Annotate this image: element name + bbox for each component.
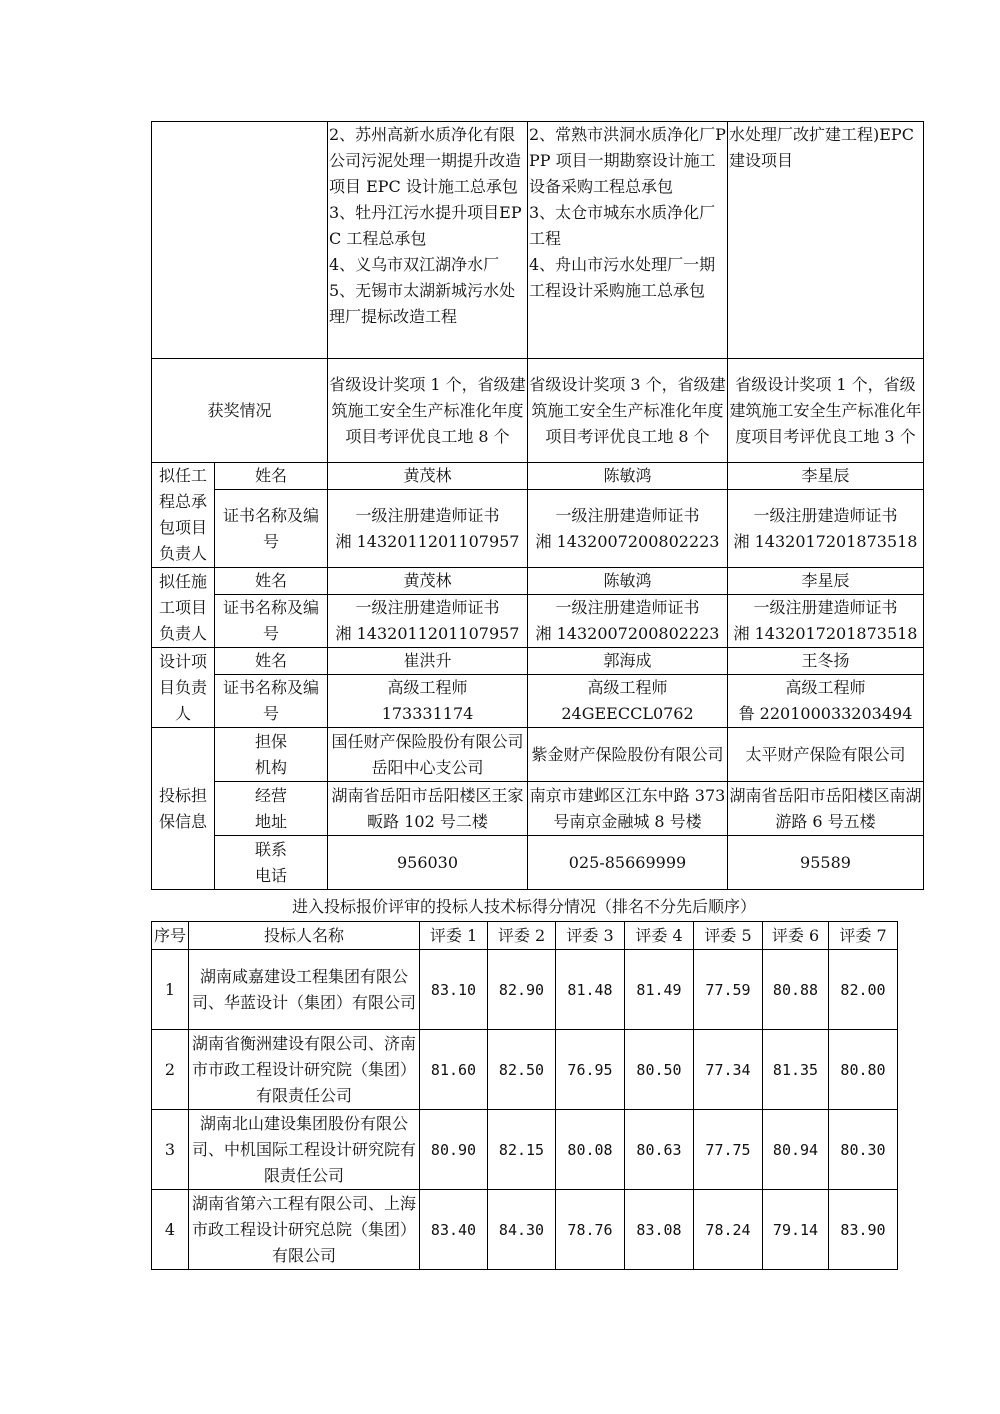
awards-row — [152, 359, 924, 463]
agency-label: 担保 机构 — [215, 728, 328, 782]
epc-cert: 一级注册建造师证书 湘 1432017201873518 — [728, 490, 924, 568]
phone-row — [152, 836, 924, 890]
awards-label: 获奖情况 — [152, 359, 328, 463]
score-cell: 84.30 — [488, 1190, 556, 1270]
guarantee-label: 投标担保信息 — [152, 728, 215, 890]
bidder-name: 湖南省第六工程有限公司、上海市政工程设计研究总院（集团）有限公司 — [189, 1190, 420, 1270]
row-number: 1 — [152, 950, 189, 1030]
score-cell: 82.15 — [488, 1110, 556, 1190]
phone-cell: 025-85669999 — [528, 836, 728, 890]
table-row — [152, 1110, 898, 1190]
phone-cell: 95589 — [728, 836, 924, 890]
des-cert: 高级工程师 173331174 — [328, 675, 528, 728]
cert-label: 证书名称及编号 — [215, 490, 328, 568]
projects-row — [152, 122, 924, 359]
awards-cell: 省级设计奖项 1 个，省级建筑施工安全生产标准化年度项目考评优良工地 3 个 — [728, 359, 924, 463]
score-cell: 80.88 — [763, 950, 829, 1030]
row-number: 3 — [152, 1110, 189, 1190]
header-cell: 评委 2 — [488, 922, 556, 950]
agency-cell: 紫金财产保险股份有限公司 — [528, 728, 728, 782]
header-cell: 评委 3 — [556, 922, 625, 950]
score-table — [151, 921, 898, 1270]
score-cell: 81.48 — [556, 950, 625, 1030]
name-label: 姓名 — [215, 648, 328, 675]
des-name-row — [152, 648, 924, 675]
address-row — [152, 782, 924, 836]
score-cell: 78.76 — [556, 1190, 625, 1270]
projects-cell: 2、苏州高新水质净化有限公司污泥处理一期提升改造项目 EPC 设计施工总承包 3、牡丹江污水提升项目EPC 工程总承包 4、义乌市双江湖净水厂 5、无锡市太湖新城污水处理厂提标改造工程 — [328, 122, 528, 359]
score-table-title: 进入投标报价评审的投标人技术标得分情况（排名不分先后顺序） — [291, 897, 756, 916]
name-label: 姓名 — [215, 568, 328, 595]
projects-label-cell — [152, 122, 328, 359]
projects-cell: 2、常熟市洪洞水质净化厂PPP 项目一期勘察设计施工设备采购工程总承包 3、太仓市城东水质净化厂工程 4、舟山市污水处理厂一期工程设计采购施工总承包 — [528, 122, 728, 359]
bidder-name: 湖南北山建设集团股份有限公司、中机国际工程设计研究院有限责任公司 — [189, 1110, 420, 1190]
awards-cell: 省级设计奖项 1 个，省级建筑施工安全生产标准化年度项目考评优良工地 8 个 — [328, 359, 528, 463]
address-label: 经营 地址 — [215, 782, 328, 836]
construction-manager-label: 拟任施工项目负责人 — [152, 568, 215, 648]
score-cell: 81.49 — [625, 950, 694, 1030]
score-cell: 80.63 — [625, 1110, 694, 1190]
score-cell: 80.08 — [556, 1110, 625, 1190]
score-cell: 81.35 — [763, 1030, 829, 1110]
address-cell: 湖南省岳阳市岳阳楼区王家畈路 102 号二楼 — [328, 782, 528, 836]
score-cell: 77.59 — [694, 950, 763, 1030]
table-row — [152, 1030, 898, 1110]
design-manager-label: 设计项目负责人 — [152, 648, 215, 728]
score-cell: 79.14 — [763, 1190, 829, 1270]
con-cert-row — [152, 595, 924, 648]
table-row — [152, 1190, 898, 1270]
epc-cert-row — [152, 490, 924, 568]
score-cell: 80.80 — [829, 1030, 898, 1110]
con-cert: 一级注册建造师证书 湘 1432011201107957 — [328, 595, 528, 648]
projects-cell: 水处理厂改扩建工程)EPC 建设项目 — [728, 122, 924, 359]
score-cell: 82.00 — [829, 950, 898, 1030]
des-cert: 高级工程师 24GEECCL0762 — [528, 675, 728, 728]
score-cell: 83.08 — [625, 1190, 694, 1270]
con-name-row — [152, 568, 924, 595]
header-cell: 评委 6 — [763, 922, 829, 950]
phone-label: 联系 电话 — [215, 836, 328, 890]
score-cell: 83.10 — [420, 950, 488, 1030]
score-cell: 81.60 — [420, 1030, 488, 1110]
cert-label: 证书名称及编号 — [215, 595, 328, 648]
row-number: 2 — [152, 1030, 189, 1110]
score-cell: 77.34 — [694, 1030, 763, 1110]
des-name: 崔洪升 — [328, 648, 528, 675]
header-cell: 评委 5 — [694, 922, 763, 950]
awards-cell: 省级设计奖项 3 个，省级建筑施工安全生产标准化年度项目考评优良工地 8 个 — [528, 359, 728, 463]
agency-cell: 国任财产保险股份有限公司岳阳中心支公司 — [328, 728, 528, 782]
score-cell: 83.90 — [829, 1190, 898, 1270]
con-name: 李星辰 — [728, 568, 924, 595]
header-cell: 序号 — [152, 922, 189, 950]
score-cell: 80.30 — [829, 1110, 898, 1190]
row-number: 4 — [152, 1190, 189, 1270]
des-cert-row — [152, 675, 924, 728]
score-cell: 80.50 — [625, 1030, 694, 1110]
epc-name: 李星辰 — [728, 463, 924, 490]
score-cell: 82.90 — [488, 950, 556, 1030]
epc-cert: 一级注册建造师证书 湘 1432011201107957 — [328, 490, 528, 568]
name-label: 姓名 — [215, 463, 328, 490]
epc-manager-label: 拟任工程总承包项目负责人 — [152, 463, 215, 568]
score-cell: 80.94 — [763, 1110, 829, 1190]
epc-cert: 一级注册建造师证书 湘 1432007200802223 — [528, 490, 728, 568]
con-cert: 一级注册建造师证书 湘 1432017201873518 — [728, 595, 924, 648]
address-cell: 湖南省岳阳市岳阳楼区南湖游路 6 号五楼 — [728, 782, 924, 836]
bidder-name: 湖南省衡洲建设有限公司、济南市市政工程设计研究院（集团）有限责任公司 — [189, 1030, 420, 1110]
des-name: 郭海成 — [528, 648, 728, 675]
des-cert: 高级工程师 鲁 220100033203494 — [728, 675, 924, 728]
score-cell: 83.40 — [420, 1190, 488, 1270]
score-cell: 77.75 — [694, 1110, 763, 1190]
score-cell: 78.24 — [694, 1190, 763, 1270]
score-cell: 80.90 — [420, 1110, 488, 1190]
header-cell: 评委 4 — [625, 922, 694, 950]
bidder-info-table — [151, 121, 924, 890]
header-cell: 投标人名称 — [189, 922, 420, 950]
header-cell: 评委 1 — [420, 922, 488, 950]
agency-cell: 太平财产保险有限公司 — [728, 728, 924, 782]
con-name: 陈敏鸿 — [528, 568, 728, 595]
score-cell: 76.95 — [556, 1030, 625, 1110]
address-cell: 南京市建邺区江东中路 373 号南京金融城 8 号楼 — [528, 782, 728, 836]
epc-name: 黄茂林 — [328, 463, 528, 490]
header-cell: 评委 7 — [829, 922, 898, 950]
cert-label: 证书名称及编号 — [215, 675, 328, 728]
score-cell: 82.50 — [488, 1030, 556, 1110]
des-name: 王冬扬 — [728, 648, 924, 675]
con-cert: 一级注册建造师证书 湘 1432007200802223 — [528, 595, 728, 648]
agency-row — [152, 728, 924, 782]
bidder-name: 湖南咸嘉建设工程集团有限公司、华蓝设计（集团）有限公司 — [189, 950, 420, 1030]
epc-name-row — [152, 463, 924, 490]
con-name: 黄茂林 — [328, 568, 528, 595]
table-row — [152, 950, 898, 1030]
epc-name: 陈敏鸿 — [528, 463, 728, 490]
score-header-row — [152, 922, 898, 950]
phone-cell: 956030 — [328, 836, 528, 890]
